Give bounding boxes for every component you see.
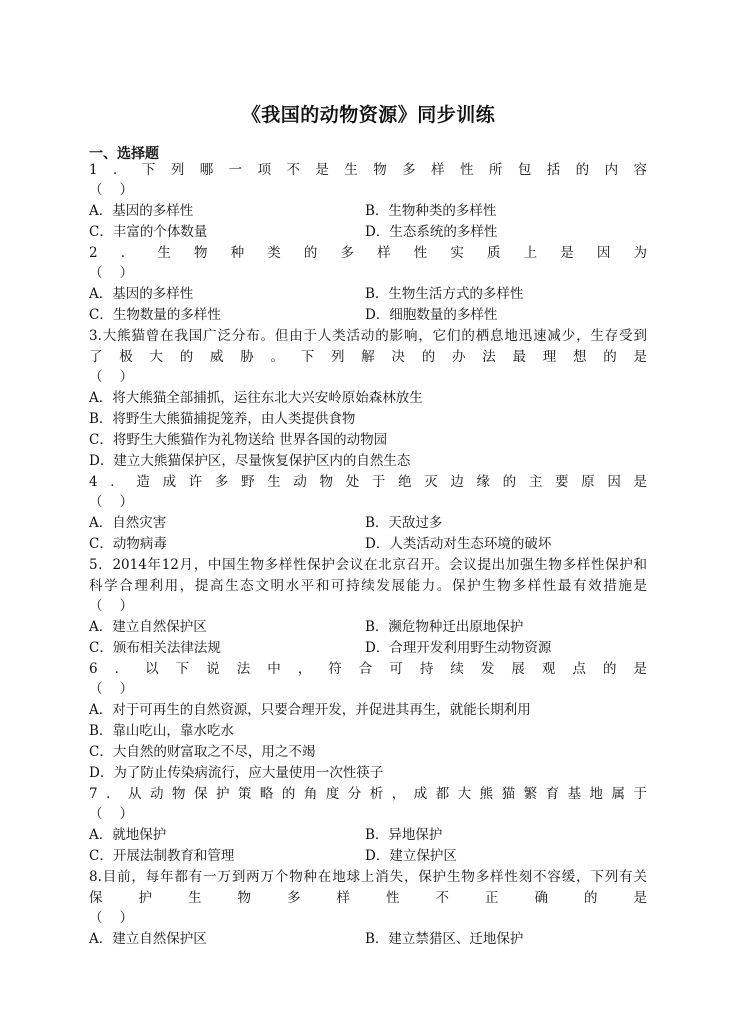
question-2-option-d: D．细胞数量的多样性 [365,307,498,323]
question-2-stem: 2．生物种类的多样性实质上是因为 [89,245,647,261]
question-2-option-c: C．生物数量的多样性 [89,307,221,323]
question-5-option-d: D．合理开发利用野生动物资源 [365,640,552,656]
question-1-answer-blank: （ ） [89,182,134,198]
question-5-option-b: B．濒危物种迁出原地保护 [365,619,524,635]
question-8-option-b: B．建立禁猎区、迁地保护 [365,931,524,947]
question-4-stem: 4．造成许多野生动物处于绝灭边缘的主要原因是 [89,474,647,490]
question-7-option-a: A．就地保护 [89,827,167,843]
question-6-option-b: B．靠山吃山，靠水吃水 [89,723,234,739]
question-7-answer-blank: （ ） [89,806,134,822]
question-2-option-b: B．生物生活方式的多样性 [365,286,524,302]
question-1-option-c: C．丰富的个体数量 [89,224,208,240]
section-heading: 一、选择题 [89,146,159,162]
question-4-option-c: C．动物病毒 [89,536,167,552]
question-3-option-b: B．将野生大熊猫捕捉笼养，由人类提供食物 [89,411,356,427]
question-2-answer-blank: （ ） [89,265,134,281]
question-7-option-c: C．开展法制教育和管理 [89,848,235,864]
question-5-stem-line-2: 科学合理利用，提高生态文明水平和可持续发展能力。保护生物多样性最有效措施是 [89,578,647,594]
question-4-option-d: D．人类活动对生态环境的破坏 [365,536,552,552]
question-3-stem-line-2: 了极大的威胁。下列解决的办法最理想的是 [89,349,647,365]
question-5-option-c: C．颁布相关法律法规 [89,640,221,656]
question-7-option-d: D．建立保护区 [365,848,457,864]
question-8-stem-line-1: 8.目前，每年都有一万到两万个物种在地球上消失，保护生物多样性刻不容缓，下列有关 [89,869,647,885]
question-4-answer-blank: （ ） [89,494,134,510]
document-title: 《我国的动物资源》同步训练 [241,104,496,126]
question-3-stem-line-1: 3.大熊猫曾在我国广泛分布。但由于人类活动的影响，它们的栖息地迅速减少，生存受到 [89,328,647,344]
question-6-option-c: C．大自然的财富取之不尽，用之不竭 [89,744,316,760]
question-5-stem-line-1: 5．2014年12月，中国生物多样性保护会议在北京召开。会议提出加强生物多样性保护和 [89,557,647,573]
question-2-option-a: A．基因的多样性 [89,286,194,302]
question-5-answer-blank: （ ） [89,598,134,614]
question-7-option-b: B．异地保护 [365,827,443,843]
question-3-option-d: D．建立大熊猫保护区，尽量恢复保护区内的自然生态 [89,453,411,469]
question-3-answer-blank: （ ） [89,369,134,385]
question-1-option-d: D．生态系统的多样性 [365,224,498,240]
question-1-option-a: A．基因的多样性 [89,203,194,219]
question-6-stem: 6．以下说法中，符合可持续发展观点的是 [89,661,647,677]
question-3-option-c: C．将野生大熊猫作为礼物送给 世界各国的动物园 [89,432,388,448]
question-8-option-a: A．建立自然保护区 [89,931,207,947]
question-3-option-a: A．将大熊猫全部捕抓，运往东北大兴安岭原始森林放生 [89,390,423,406]
question-4-option-a: A．自然灾害 [89,515,167,531]
question-6-answer-blank: （ ） [89,681,134,697]
question-6-option-d: D．为了防止传染病流行，应大量使用一次性筷子 [89,765,384,781]
question-6-option-a: A．对于可再生的自然资源，只要合理开发，并促进其再生，就能长期利用 [89,702,531,718]
question-5-option-a: A．建立自然保护区 [89,619,207,635]
question-1-stem: 1．下列哪一项不是生物多样性所包括的内容 [89,162,647,178]
question-4-option-b: B．天敌过多 [365,515,443,531]
question-8-answer-blank: （ ） [89,910,134,926]
question-1-option-b: B．生物种类的多样性 [365,203,497,219]
question-7-stem: 7．从动物保护策略的角度分析，成都大熊猫繁育基地属于 [89,786,647,802]
question-8-stem-line-2: 保护生物多样性不正确的是 [89,890,647,906]
